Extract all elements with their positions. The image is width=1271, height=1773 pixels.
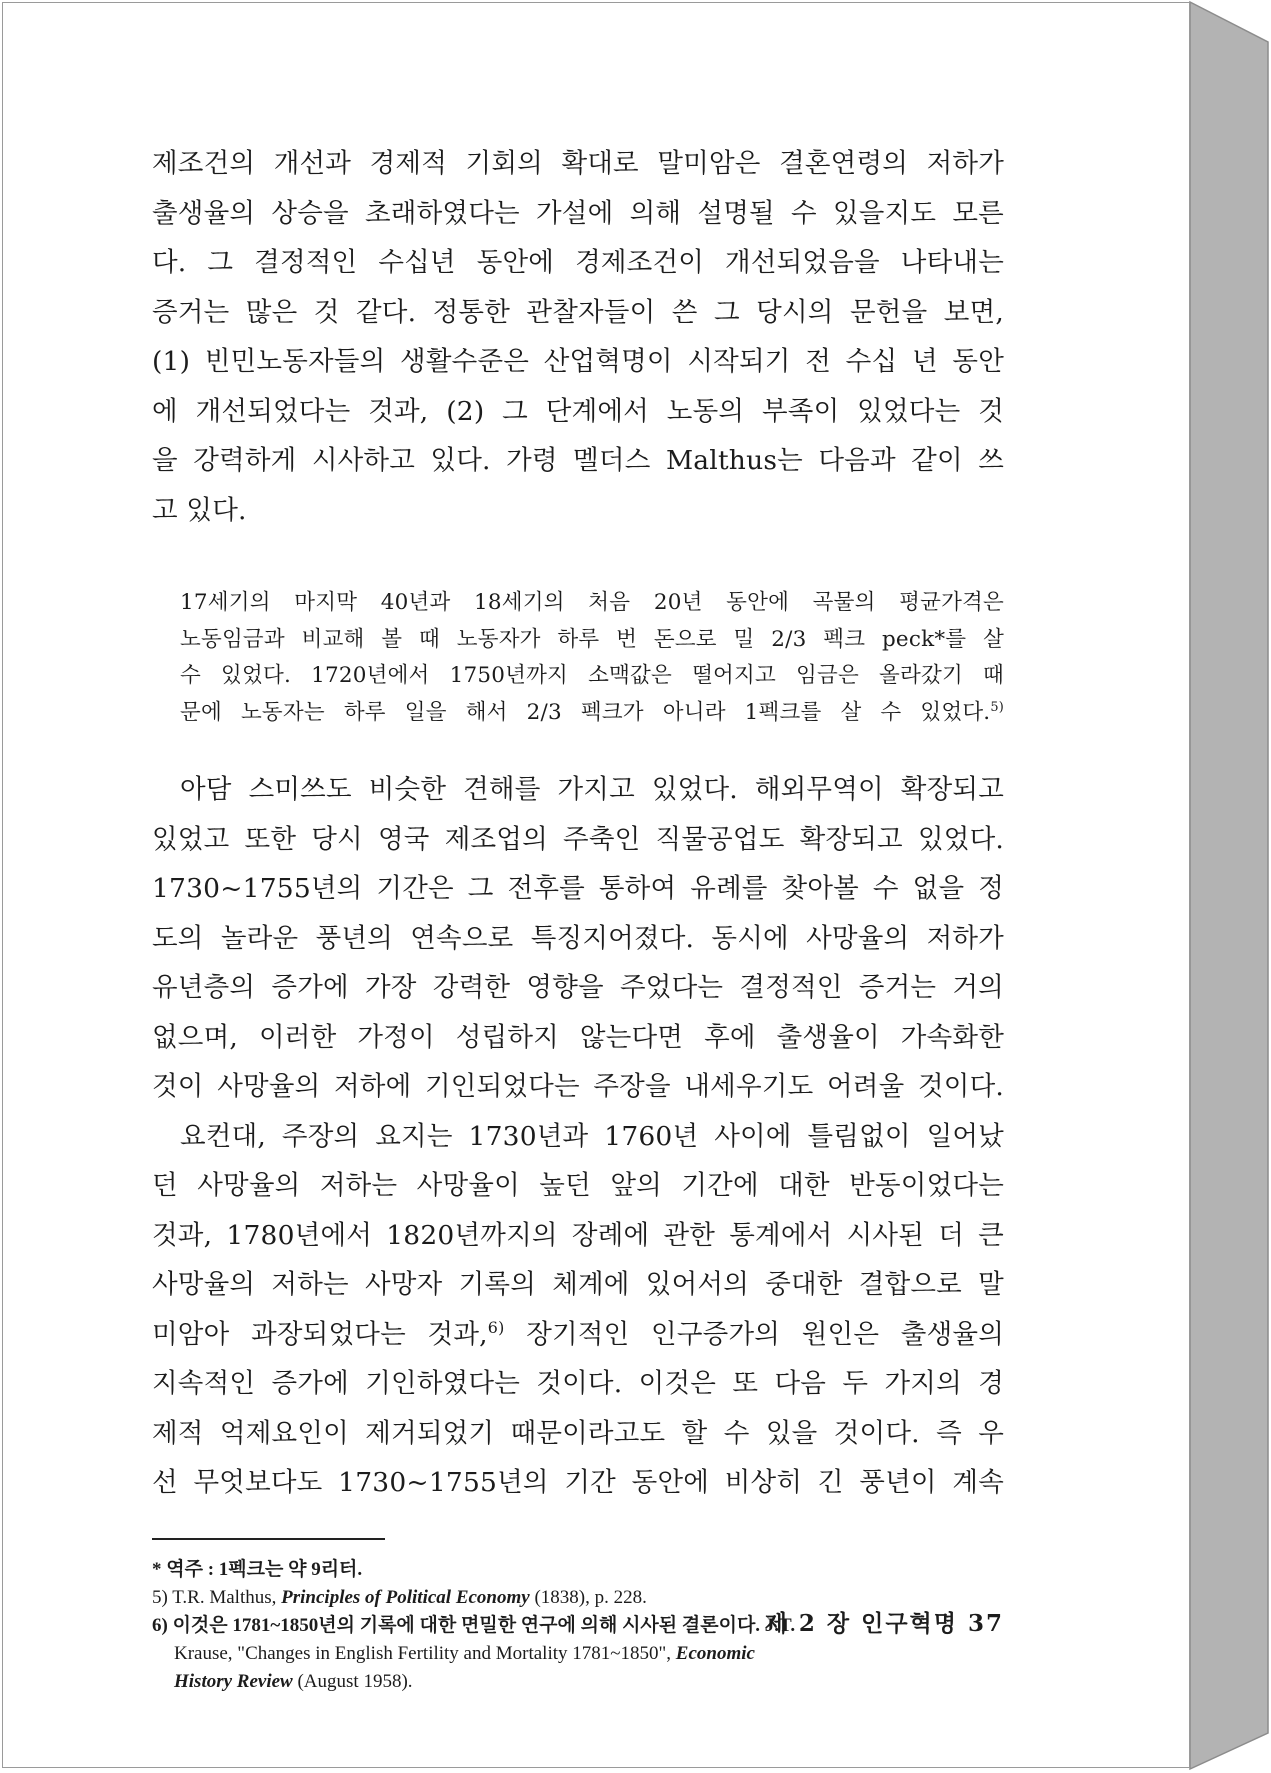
text-line: 다. 그 결정적인 수십년 동안에 경제조건이 개선되었음을 나타내는 xyxy=(152,247,1004,278)
text-line: 것과, 1780년에서 1820년까지의 장례에 관한 통계에서 시사된 더 큰 xyxy=(152,1219,1004,1251)
footnote-6-line-3 xyxy=(152,1668,1004,1696)
footnote-6-text: Krause, "Changes in English Fertility and Mortality 1781~1850", xyxy=(174,1642,676,1664)
text-line-with-note xyxy=(152,1310,1004,1360)
text-line: 던 사망율의 저하는 사망율이 높던 앞의 기간에 대한 반동이었다는 xyxy=(152,1170,1004,1201)
text-line: 에 개선되었다는 것과, (2) 그 단계에서 노동의 부족이 있었다는 것 xyxy=(152,395,1004,427)
text-line: 아담 스미쓰도 비슷한 견해를 가지고 있었다. 해외무역이 확장되고 xyxy=(180,774,1004,805)
quote-line: 수 있었다. 1720년에서 1750년까지 소맥값은 떨어지고 임금은 올라갔기 때 xyxy=(180,663,1004,688)
paragraph-1 xyxy=(152,139,1004,535)
footnote-5-prefix: 5) T.R. Malthus, xyxy=(152,1586,282,1608)
text-line: (1) 빈민노동자들의 생활수준은 산업혁명이 시작되기 전 수십 년 동안 xyxy=(152,346,1004,377)
text-line: 고 있다. xyxy=(152,494,247,526)
footnote-5-suffix: (1838), p. 228. xyxy=(529,1586,647,1608)
footnote-6-journal-cont: History Review xyxy=(174,1670,293,1692)
footnote-6-line-2 xyxy=(152,1640,1004,1668)
paragraph-2 xyxy=(152,765,1004,1112)
page-folio: 제 2 장 인구혁명 37 xyxy=(764,1610,1004,1637)
text-line: 유년층의 증가에 가장 강력한 영향을 주었다는 결정적인 증거는 거의 xyxy=(152,972,1004,1003)
footnote-ref-5: 5) xyxy=(990,699,1004,715)
footnote-divider xyxy=(152,1538,385,1540)
text-line: 사망율의 저하는 사망자 기록의 체계에 있어서의 중대한 결합으로 말 xyxy=(152,1269,1004,1300)
text-line: 요컨대, 주장의 요지는 1730년과 1760년 사이에 틀림없이 일어났 xyxy=(180,1120,1004,1152)
footnote-6-journal: Economic xyxy=(675,1642,755,1664)
quote-text: 문에 노동자는 하루 일을 해서 2/3 펙크가 아니라 1펙크를 살 수 있었다. xyxy=(180,699,991,725)
footnote-6: 6) 이것은 1781~1850년의 기록에 대한 면밀한 연구에 의해 시사된 결론이다. J.T. xyxy=(152,1614,796,1636)
text-line: 있었고 또한 당시 영국 제조업의 주축인 직물공업도 확장되고 있었다. xyxy=(152,823,1004,855)
text-line: 선 무엇보다도 1730~1755년의 기간 동안에 비상히 긴 풍년이 계속 xyxy=(152,1467,1004,1498)
text-line: 증거는 많은 것 같다. 정통한 관찰자들이 쓴 그 당시의 문헌을 보면, xyxy=(152,296,1004,328)
quote-line: 17세기의 마지막 40년과 18세기의 처음 20년 동안에 곡물의 평균가격은 xyxy=(180,590,1004,615)
text-line: 도의 놀라운 풍년의 연속으로 특징지어졌다. 동시에 사망율의 저하가 xyxy=(152,922,1004,954)
text-line: 지속적인 증가에 기인하였다는 것이다. 이것은 또 다음 두 가지의 경 xyxy=(152,1368,1004,1399)
quote-line: 노동임금과 비교해 볼 때 노동자가 하루 번 돈으로 밀 2/3 펙크 peck*를 살 xyxy=(180,626,1004,652)
text-line: 출생율의 상승을 초래하였다는 가설에 의해 설명될 수 있을지도 모른 xyxy=(152,197,1004,229)
footnote-5-title: Principles of Political Economy xyxy=(281,1586,530,1608)
footnote-ref-6: 6) xyxy=(487,1317,505,1337)
quote-line-last xyxy=(180,695,1004,732)
text-line: 없으며, 이러한 가정이 성립하지 않는다면 후에 출생율이 가속화한 xyxy=(152,1021,1004,1053)
text-line: 1730~1755년의 기간은 그 전후를 통하여 유례를 찾아볼 수 없을 정 xyxy=(152,873,1004,904)
text-line: 제조건의 개선과 경제적 기회의 확대로 말미암은 결혼연령의 저하가 xyxy=(152,148,1004,179)
text-line: 을 강력하게 시사하고 있다. 가령 멜더스 Malthus는 다음과 같이 쓰 xyxy=(152,445,1004,476)
footnote-translator: * 역주 : 1펙크는 약 9리터. xyxy=(152,1558,363,1580)
text-line: 것이 사망율의 저하에 기인되었다는 주장을 내세우기도 어려울 것이다. xyxy=(152,1071,1004,1102)
footnote-6-date: (August 1958). xyxy=(292,1670,413,1692)
page-content xyxy=(152,139,1004,1696)
text-segment: 미암아 과장되었다는 것과, xyxy=(152,1318,488,1350)
block-quote xyxy=(180,585,1004,731)
text-line: 제적 억제요인이 제거되었기 때문이라고도 할 수 있을 것이다. 즉 우 xyxy=(152,1417,1004,1449)
text-segment: 장기적인 인구증가의 원인은 출생율의 xyxy=(526,1318,1005,1350)
paragraph-3 xyxy=(152,1112,1004,1508)
